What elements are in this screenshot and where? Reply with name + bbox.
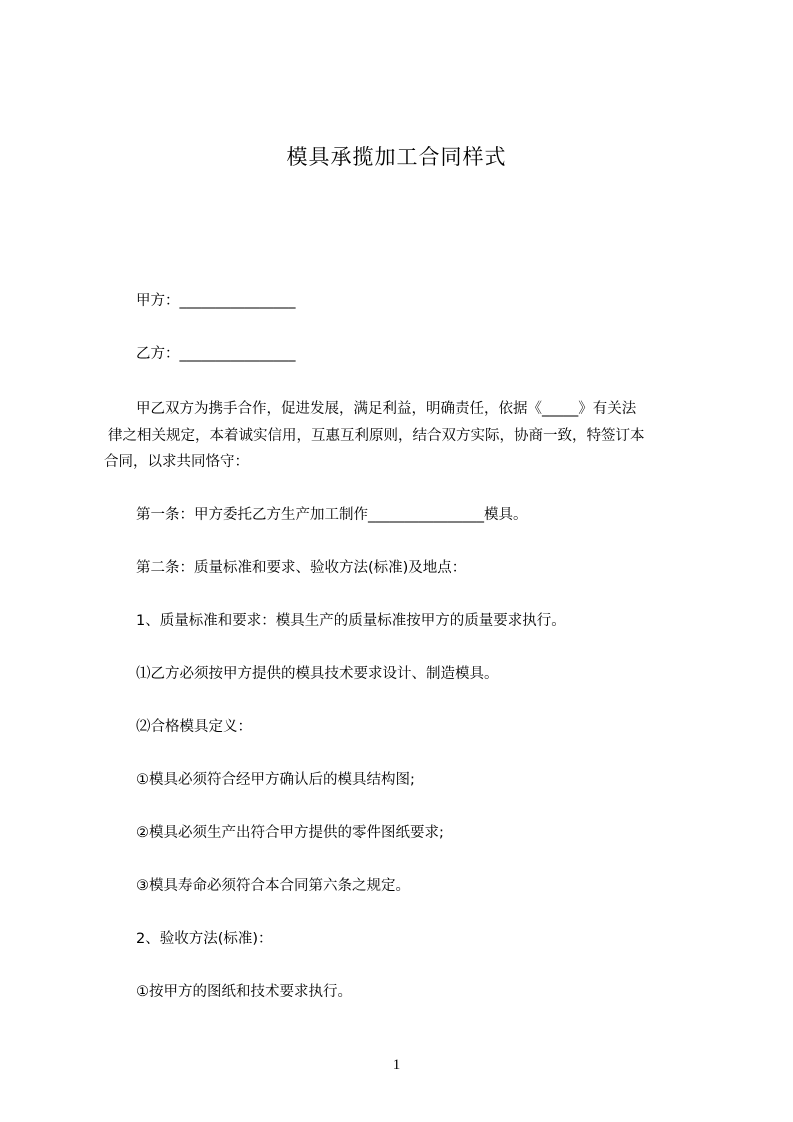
clause-quality-standard: 1、质量标准和要求：模具生产的质量标准按甲方的质量要求执行。	[136, 613, 566, 629]
clause-item-2: ②模具必须生产出符合甲方提供的零件图纸要求;	[136, 825, 444, 841]
clause-sub-1: ⑴乙方必须按甲方提供的模具技术要求设计、制造模具。	[136, 666, 499, 682]
clause-item-3: ③模具寿命必须符合本合同第六条之规定。	[136, 878, 410, 894]
intro-line: 甲乙双方为携手合作，促进发展，满足利益，明确责任，依据《_____》有关法	[136, 401, 637, 417]
clause-article-2: 第二条：质量标准和要求、验收方法(标准)及地点：	[136, 560, 467, 576]
party-a-line: 甲方：________________	[136, 293, 296, 309]
clause-item-1: ①模具必须符合经甲方确认后的模具结构图;	[136, 772, 415, 788]
clause-sub-2: ⑵合格模具定义：	[136, 719, 252, 735]
intro-line: 律之相关规定，本着诚实信用，互惠互利原则，结合双方实际，协商一致，特签订本	[108, 427, 645, 444]
party-b-line: 乙方：________________	[136, 346, 296, 362]
intro-paragraph	[104, 396, 694, 476]
clause-acceptance-item-1: ①按甲方的图纸和技术要求执行。	[136, 984, 352, 1000]
intro-line: 合同，以求共同恪守：	[104, 454, 249, 470]
page-number: 1	[392, 1057, 401, 1073]
document-title: 模具承揽加工合同样式	[286, 145, 507, 169]
clause-article-1: 第一条：甲方委托乙方生产加工制作________________模具。	[136, 507, 528, 523]
clause-acceptance-method: 2、验收方法(标准)：	[136, 931, 273, 947]
